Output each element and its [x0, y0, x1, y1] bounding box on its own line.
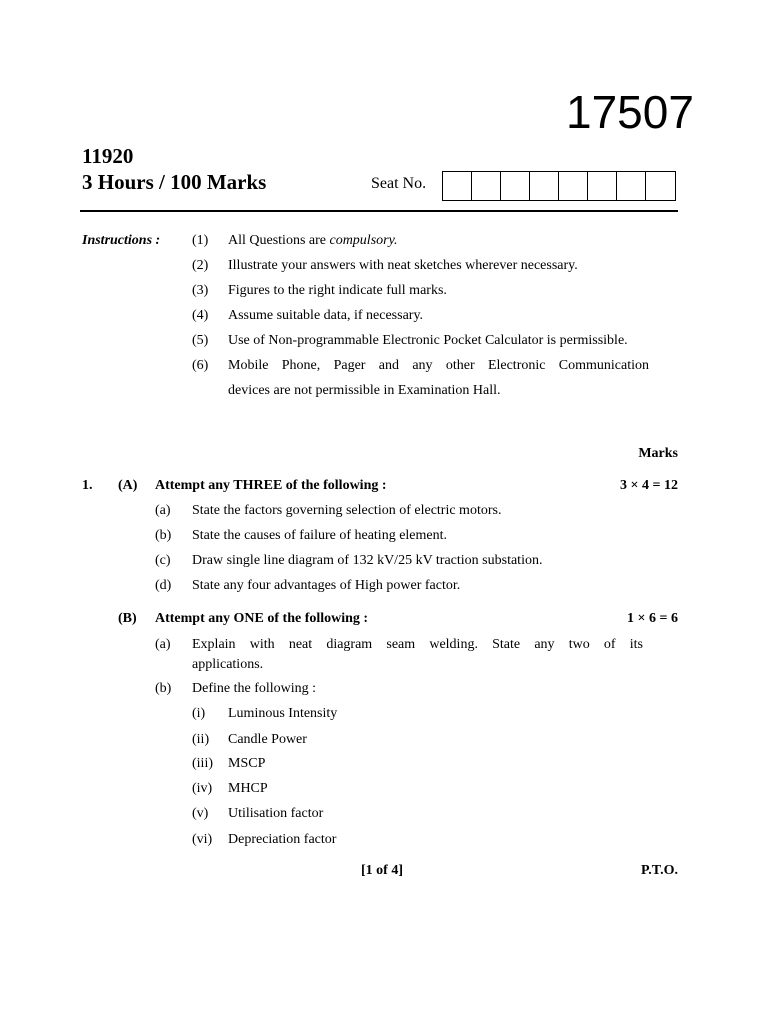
seat-number-label: Seat No. [371, 175, 427, 192]
instruction-number: (1) [192, 233, 209, 248]
exam-code: 11920 [82, 144, 134, 168]
sub-question-text: Draw single line diagram of 132 kV/25 kV traction substation. [192, 553, 543, 568]
seat-box [588, 172, 617, 200]
seat-box [530, 172, 559, 200]
seat-box [559, 172, 588, 200]
please-turn-over: P.T.O. [641, 863, 678, 878]
definition-item-label: (i) [192, 706, 206, 721]
part-a-title: Attempt any THREE of the following : [155, 478, 387, 493]
sub-question-text: State the causes of failure of heating element. [192, 528, 448, 543]
seat-box [646, 172, 675, 200]
marks-heading: Marks [638, 446, 678, 461]
sub-question-label: (a) [155, 503, 171, 518]
definition-item-label: (ii) [192, 732, 210, 747]
sub-question-text: State the factors governing selection of electric motors. [192, 503, 502, 518]
definition-item-text: Depreciation factor [228, 832, 337, 847]
sub-question-text: Explain with neat diagram seam welding. State any two of its [192, 637, 643, 652]
instruction-emphasis: compulsory. [329, 233, 398, 248]
seat-box [501, 172, 530, 200]
definition-item-label: (iii) [192, 756, 213, 771]
instruction-number: (6) [192, 358, 209, 373]
seat-box [443, 172, 472, 200]
paper-code: 17507 [566, 86, 694, 138]
instruction-text: Mobile Phone, Pager and any other Electronic Communication [228, 358, 649, 373]
instruction-text: Use of Non-programmable Electronic Pocket Calculator is permissible. [228, 333, 628, 348]
duration-marks: 3 Hours / 100 Marks [82, 170, 267, 194]
seat-box [617, 172, 646, 200]
seat-number-boxes [442, 171, 676, 201]
sub-question-label: (c) [155, 553, 171, 568]
definition-item-label: (v) [192, 806, 209, 821]
question-number: 1. [82, 478, 93, 493]
definition-item-text: MSCP [228, 756, 266, 771]
seat-box [472, 172, 501, 200]
instruction-number: (2) [192, 258, 209, 273]
page-number: [1 of 4] [361, 863, 403, 878]
part-a-label: (A) [118, 478, 138, 493]
sub-question-text-continued: applications. [192, 657, 264, 672]
instruction-text: Figures to the right indicate full marks. [228, 283, 447, 298]
part-b-title: Attempt any ONE of the following : [155, 611, 369, 626]
instruction-text: Illustrate your answers with neat sketches wherever necessary. [228, 258, 578, 273]
sub-question-label: (d) [155, 578, 172, 593]
definition-item-text: MHCP [228, 781, 268, 796]
sub-question-text: Define the following : [192, 681, 317, 696]
part-b-label: (B) [118, 611, 137, 626]
instruction-number: (3) [192, 283, 209, 298]
definition-item-label: (iv) [192, 781, 213, 796]
definition-item-text: Candle Power [228, 732, 307, 747]
sub-question-label: (a) [155, 637, 171, 652]
part-a-marks: 3 × 4 = 12 [620, 478, 678, 493]
sub-question-label: (b) [155, 681, 172, 696]
instruction-text-continued: devices are not permissible in Examination Hall. [228, 383, 501, 398]
definition-item-text: Utilisation factor [228, 806, 324, 821]
instruction-number: (5) [192, 333, 209, 348]
header-divider [80, 210, 678, 212]
instruction-text [228, 232, 398, 249]
definition-item-label: (vi) [192, 832, 213, 847]
definition-item-text: Luminous Intensity [228, 706, 338, 721]
instruction-number: (4) [192, 308, 209, 323]
part-b-marks: 1 × 6 = 6 [627, 611, 678, 626]
sub-question-text: State any four advantages of High power factor. [192, 578, 461, 593]
sub-question-label: (b) [155, 528, 172, 543]
instruction-text-part: All Questions are [228, 233, 330, 248]
instructions-label: Instructions : [82, 233, 161, 248]
instruction-text: Assume suitable data, if necessary. [228, 308, 424, 323]
